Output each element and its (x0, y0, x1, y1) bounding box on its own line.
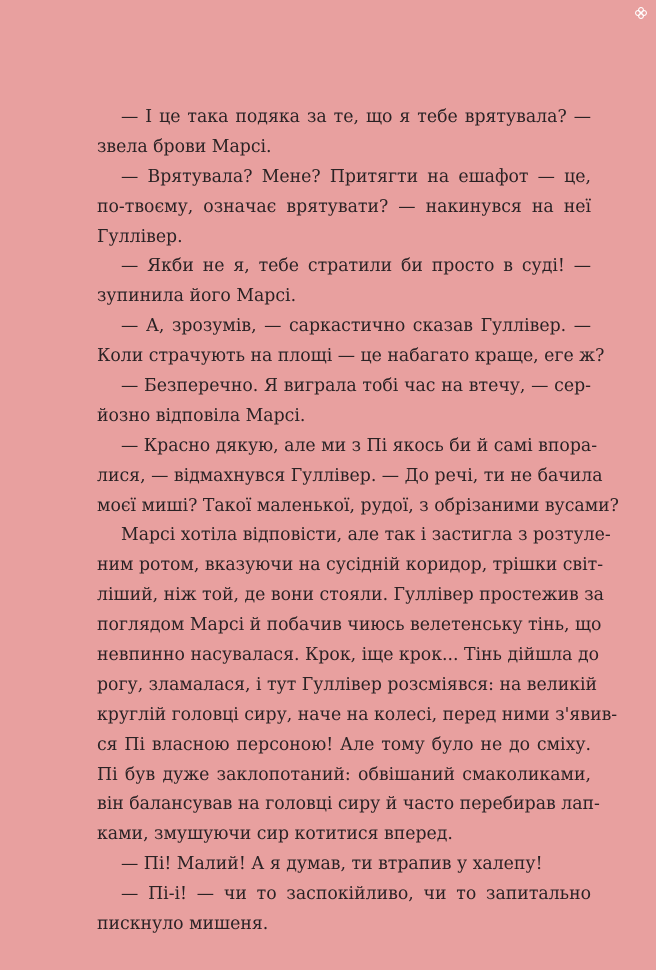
text-line: — Пі-і! — чи то заспокійливо, чи то запитально (121, 884, 591, 905)
text-line: ліший, ніж той, де вони стояли. Гуллівер простежив за (97, 585, 604, 606)
text-line: поглядом Марсі й побачив чиюсь велетенську тінь, що (97, 615, 602, 636)
text-line: — Красно дякую, але ми з Пі якось би й самі впора- (121, 435, 598, 456)
text-line: лися, — відмахнувся Гуллівер. — До речі, ти не бачила (97, 465, 603, 486)
text-line: — Якби не я, тебе стратили би просто в суді! — (121, 256, 591, 277)
text-line: — А, зрозумів, — саркастично сказав Гуллівер. — (121, 316, 591, 337)
book-page-text (97, 103, 619, 940)
text-line: ся Пі власною персоною! Але тому було не до сміху. (97, 734, 591, 755)
text-line: — І це така подяка за те, що я тебе врятувала? — (121, 107, 591, 127)
text-line: моєї миші? Такої маленької, рудої, з обрізаними вусами? (97, 495, 619, 516)
text-line: рогу, зламалася, і тут Гуллівер розсміявся: на великій (97, 674, 598, 695)
text-line: по-твоєму, означає врятувати? — накинувся на неї (97, 196, 591, 217)
text-line: Пі був дуже заклопотаний: обвішаний смаколиками, (97, 764, 591, 785)
text-line: звела брови Марсі. (97, 136, 272, 157)
text-line: Гуллівер. (97, 226, 183, 247)
text-line: Марсі хотіла відповісти, але так і застигла з розтуле- (121, 525, 611, 546)
text-line: — Врятувала? Мене? Притягти на ешафот — це, (121, 166, 591, 187)
text-line: Коли страчують на площі — це набагато краще, еге ж? (97, 346, 605, 367)
text-line: зупинила його Марсі. (97, 286, 297, 307)
text-line: пискнуло мишеня. (97, 914, 269, 935)
text-line: — Безперечно. Я виграла тобі час на втечу, — сер- (121, 376, 591, 397)
text-line: невпинно насувалася. Крок, іще крок... Тінь дійшла до (97, 645, 600, 666)
text-line: ками, змушуючи сир котитися вперед. (97, 824, 453, 845)
text-line: — Пі! Малий! А я думав, ти втрапив у халепу! (121, 854, 543, 875)
flower-icon (634, 6, 648, 20)
text-line: круглій головці сиру, наче на колесі, перед ними з'явив- (97, 704, 618, 725)
text-line: він балансував на головці сиру й часто перебирав лап- (97, 794, 600, 815)
text-line: йозно відповіла Марсі. (97, 405, 306, 426)
text-line: ним ротом, вказуючи на сусідній коридор, трішки світ- (97, 555, 604, 576)
